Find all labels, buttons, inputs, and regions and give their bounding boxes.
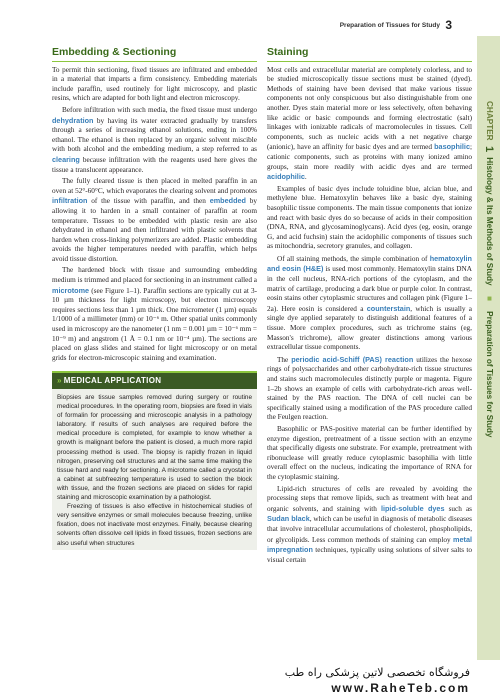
keyword: counterstain	[366, 303, 411, 313]
keyword: lipid-soluble dyes	[380, 503, 445, 513]
keyword: hematoxylin and eosin (H&E)	[267, 253, 472, 274]
double-chevron-icon: »	[57, 376, 62, 386]
chapter-title: Histology & Its Methods of Study	[485, 157, 494, 286]
page-number: 3	[445, 18, 452, 32]
right-column	[267, 46, 472, 567]
paragraph: Before infiltration with such media, the fixed tissue must undergo dehydration by having its water extracted gradually by transfers through a series of increasing ethanol solutions, ending in 100% ethanol. The ethanol is then replaced by an organic solvent miscible with both alcohol and the embedding medium, a step referred to as clearing because infiltration with the reagents used here gives the tissue a translucent appearance.	[52, 105, 257, 174]
chapter-tab-text	[480, 101, 498, 481]
embedding-heading: Embedding & Sectioning	[52, 48, 257, 62]
box-paragraph: Biopsies are tissue samples removed during surgery or routine medical procedures. In the operating room, biopsies are fixed in vials of formalin for processing and microscopic analysis in a pathology laboratory. If results of such analyses are required before the medical procedure is completed, for example to know whether a growth is malignant before the patient is closed, a much more rapid processing method is used. The biopsy is rapidly frozen in liquid nitrogen, preserving cell structures and at the same time making the tissue hard and ready for sectioning. A microtome called a cryostat in a cabinet at subfreezing temperature is used to section the block with tissue, and the frozen sections are placed on slides for rapid staining and microscopic examination by a pathologist.	[57, 394, 252, 502]
medical-application-title: » MEDICAL APPLICATION	[52, 373, 257, 389]
persian-watermark: فروشگاه تخصصی لاتین پزشکی راه طب	[284, 666, 470, 679]
keyword: acidophilic	[267, 172, 305, 182]
keyword: microtome	[52, 285, 90, 295]
chapter-word: CHAPTER	[485, 101, 494, 141]
chapter-number: 1	[483, 145, 495, 152]
paragraph: Lipid-rich structures of cells are revealed by avoiding the processing steps that remove lipids, such as treatment with heat and organic solvents, and staining with lipid-soluble dyes such as Sudan black, which can be useful in diagnosis of metabolic diseases that involve intracellular accumulations of cholesterol, phospholipids, or glycolipids. Less common methods of staining can employ metal impregnation techniques, typically using solutions of silver salts to visual certain	[267, 484, 472, 564]
keyword: dehydration	[52, 115, 94, 125]
watermark-footer	[0, 660, 500, 700]
keyword: basophilic	[434, 142, 470, 152]
running-title: Preparation of Tissues for Study	[339, 22, 440, 29]
chapter-sidebar	[477, 36, 500, 700]
medical-application-box	[52, 371, 257, 549]
paragraph: The hardened block with tissue and surrounding embedding medium is trimmed and placed for sectioning in an instrument called a microtome (see Figure 1–1). Paraffin sections are typically cut at 3-10 µm thickness for light microscopy, but electron microscopy requires sections less than 1 µm thick. One micrometer (1 µm) equals 1/1000 of a millimeter (mm) or 10⁻⁶ m. Other spatial units commonly used in microscopy are the nanometer (1 nm = 0.001 µm = 10⁻⁶ mm = 10⁻⁹ m) and angstrom (1 Å = 0.1 nm or 10⁻⁴ µm). The sections are placed on glass slides and stained for light microscopy or on metal grids for electron-microscopic staining and examination.	[52, 266, 258, 362]
medical-application-body	[52, 389, 257, 550]
separator-bullet: ■	[485, 293, 494, 303]
paragraph: Examples of basic dyes include toluidine blue, alcian blue, and methylene blue. Hematoxylin behaves like a basic dye, staining basophilic tissue components. The main tissue components that ionize and react with basic dyes do so because of acids in their composition (DNA, RNA, and glycosaminoglycans). Acid dyes (eg, eosin, orange G, and acid fuchsin) stain the acidophilic components of tissues such as mitochondria, secretory granules, and collagen.	[267, 184, 472, 251]
paragraph: Most cells and extracellular material are completely colorless, and to be studied microscopically tissue sections must be stained (dyed). Methods of staining have been devised that make various tissue components not only conspicuous but also distinguishable from one another. Dyes stain material more or less selectively, often behaving like acidic or basic compounds and forming electrostatic (salt) linkages with ionizable radicals of macromolecules in tissues. Cell components, such as nucleic acids with a net negative charge (anionic), have an affinity for basic dyes and are termed basophilic; cationic components, such as proteins with many ionized amino groups, stain more readily with acidic dyes and are termed acidophilic.	[267, 65, 472, 182]
page-header	[0, 0, 500, 40]
keyword: clearing	[52, 154, 80, 164]
paragraph: The periodic acid-Schiff (PAS) reaction utilizes the hexose rings of polysaccharides and other carbohydrate-rich tissue structures and stains such macromolecules distinctly purple or magenta. Figure 1–2b shows an example of cells with carbohydrate-rich areas well-stained by the PAS reaction. The DNA of cell nuclei can be specifically stained using a modification of the PAS procedure called the Feulgen reaction.	[267, 354, 472, 422]
left-column	[52, 46, 257, 550]
website-url: www.RaheTeb.com	[331, 681, 470, 695]
keyword: periodic acid-Schiff (PAS) reaction	[291, 354, 414, 364]
keyword: Sudan black	[267, 514, 310, 524]
paragraph: Basophilic or PAS-positive material can be further identified by enzyme digestion, pretreatment of a tissue section with an enzyme that specifically digests one substrate. For example, pretreatment with ribonuclease will greatly reduce cytoplasmic basophilia with little overall effect on the nucleus, indicating the importance of RNA for the cytoplasmic staining.	[267, 424, 472, 481]
paragraph: To permit thin sectioning, fixed tissues are infiltrated and embedded in a material that imparts a firm consistency. Embedding materials include paraffin, used routinely for light microscopy, and plastic resins, which are adapted for both light and electron microscopy.	[52, 65, 257, 103]
box-paragraph: Freezing of tissues is also effective in histochemical studies of very sensitive enzymes or small molecules because freezing, unlike fixation, does not inactivate most enzymes. Finally, because clearing solvents often dissolve cell lipids in fixed tissues, frozen sections are also useful when structures	[57, 503, 252, 547]
keyword: metal impregnation	[267, 534, 472, 555]
paragraph: Of all staining methods, the simple combination of hematoxylin and eosin (H&E) is used most commonly. Hematoxylin stains DNA in the cell nucleus, RNA-rich portions of the cytoplasm, and the matrix of cartilage, producing a dark blue or purple color. In contrast, eosin stains other cytoplasmic structures and collagen pink (Figure 1–2a). Here eosin is considered a counterstain, which is usually a single dye applied separately to distinguish additional features of a tissue. More complex procedures, such as trichrome stains (eg, Masson's trichrome), allow greater distinctions among various extracellular tissue components.	[267, 253, 473, 352]
keyword: infiltration	[52, 196, 88, 206]
staining-heading: Staining	[267, 48, 472, 62]
paragraph: The fully cleared tissue is then placed in melted paraffin in an oven at 52°-60°C, which evaporates the clearing solvent and promotes infiltration of the tissue with paraffin, and then embedded by allowing it to harden in a small container of paraffin at room temperature. Tissues to be embedded with plastic resin are also dehydrated in ethanol and then infiltrated with plastic solvents that harden when cross-linking polymerizers are added. Plastic embedding avoids the higher temperatures needed with paraffin, which helps avoid tissue distortion.	[52, 177, 258, 263]
keyword: embedded	[209, 196, 246, 206]
section-title: Preparation of Tissues for Study	[485, 311, 494, 438]
